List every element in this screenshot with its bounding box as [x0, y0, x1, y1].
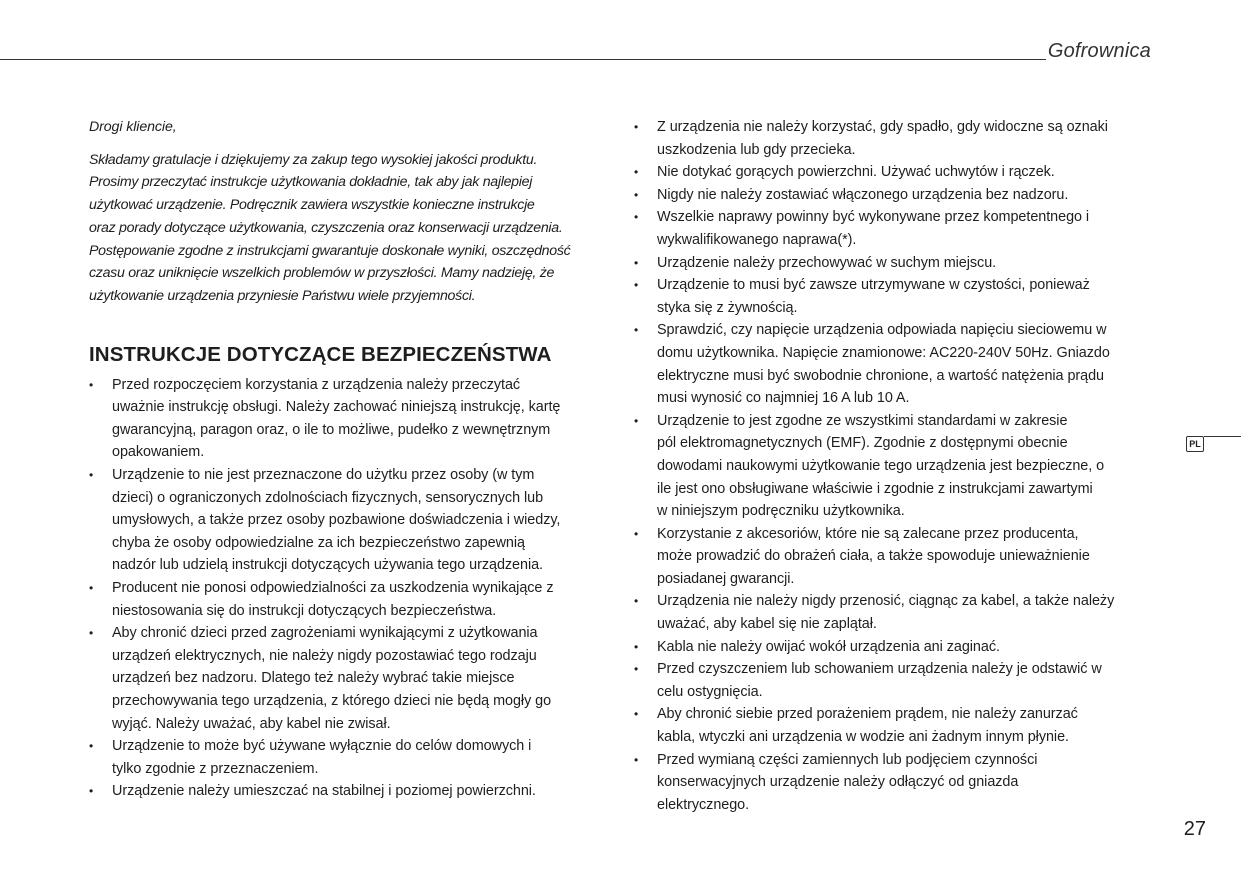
page-number: 27: [1183, 818, 1206, 840]
list-item: • Aby chronić dzieci przed zagrożeniami wynikającymi z użytkowania urządzeń elektrycznych, nie należy nigdy pozostawiać tego rodzaju urządzeń bez nadzoru. Dlatego też należy wybrać takie miejsce przechowywania tego urządzenia, z którego dzieci nie będą mogły go wyjąć. Należy uważać, aby kabel nie zwisał.: [89, 622, 609, 735]
language-tag: PL: [1186, 436, 1204, 452]
list-item: • Aby chronić siebie przed porażeniem prądem, nie należy zanurzać kabla, wtyczki ani urządzenia w wodzie ani żadnym innym płynie.: [634, 703, 1154, 748]
list-item: • Z urządzenia nie należy korzystać, gdy spadło, gdy widoczne są oznaki uszkodzenia lub gdy przecieka.: [634, 116, 1154, 161]
intro-paragraph: Składamy gratulacje i dziękujemy za zakup tego wysokiej jakości produktu. Prosimy przeczytać instrukcje użytkowania dokładnie, tak aby jak najlepiej użytkować urządzenie. Podręcznik zawiera wszystkie konieczne instrukcje oraz porady dotyczące użytkowania, czyszczenia oraz konserwacji urządzenia. Postępowanie zgodne z instrukcjami gwarantuje doskonałe wyniki, oszczędność czasu oraz uniknięcie wszelkich problemów w przyszłości. Mamy nadzieję, że użytkowanie urządzenia przyniesie Państwu wiele przyjemności.: [89, 151, 571, 304]
left-column: [89, 116, 609, 803]
safety-heading: INSTRUKCJE DOTYCZĄCE BEZPIECZEŃSTWA: [89, 342, 552, 366]
language-tab-rule: [1204, 436, 1241, 437]
safety-list-right: [634, 116, 1154, 816]
list-item: • Sprawdzić, czy napięcie urządzenia odpowiada napięciu sieciowemu w domu użytkownika. Napięcie znamionowe: AC220-240V 50Hz. Gniazdo elektryczne musi być swobodnie chronione, a wartość natężenia prądu musi wynosić co najmniej 16 A lub 10 A.: [634, 319, 1154, 409]
safety-list-left: [89, 374, 609, 803]
list-item: • Przed rozpoczęciem korzystania z urządzenia należy przeczytać uważnie instrukcję obsługi. Należy zachować niniejszą instrukcję, kartę gwarancyjną, paragon oraz, o ile to możliwe, pudełko z wewnętrznym opakowaniem.: [89, 374, 609, 464]
list-item: • Nie dotykać gorących powierzchni. Używać uchwytów i rączek.: [634, 161, 1154, 184]
list-item: • Wszelkie naprawy powinny być wykonywane przez kompetentnego i wykwalifikowanego naprawa(*).: [634, 206, 1154, 251]
list-item: • Nigdy nie należy zostawiać włączonego urządzenia bez nadzoru.: [634, 184, 1154, 207]
list-item: • Producent nie ponosi odpowiedzialności za uszkodzenia wynikające z niestosowania się do instrukcji dotyczących bezpieczeństwa.: [89, 577, 609, 622]
list-item: • Urządzenie to jest zgodne ze wszystkimi standardami w zakresie pól elektromagnetycznych (EMF). Zgodnie z dostępnymi obecnie dowodami naukowymi użytkowanie tego urządzenia jest bezpieczne, o ile jest ono obsługiwane właściwie i zgodnie z instrukcjami zawartymi w niniejszym podręczniku użytkownika.: [634, 410, 1154, 523]
list-item: • Urządzenie to może być używane wyłącznie do celów domowych i tylko zgodnie z przeznaczeniem.: [89, 735, 609, 780]
list-item: • Urządzenia nie należy nigdy przenosić, ciągnąc za kabel, a także należy uważać, aby kabel się nie zaplątał.: [634, 590, 1154, 635]
list-item: • Urządzenie to musi być zawsze utrzymywane w czystości, ponieważ styka się z żywnością.: [634, 274, 1154, 319]
header-rule: [0, 59, 1046, 60]
document-title: Gofrownica: [1047, 40, 1151, 62]
list-item: • Urządzenie należy przechowywać w suchym miejscu.: [634, 252, 1154, 275]
list-item: • Korzystanie z akcesoriów, które nie są zalecane przez producenta, może prowadzić do obrażeń ciała, a także spowoduje unieważnienie posiadanej gwarancji.: [634, 523, 1154, 591]
right-column: [634, 116, 1154, 816]
list-item: • Kabla nie należy owijać wokół urządzenia ani zaginać.: [634, 636, 1154, 659]
list-item: • Urządzenie to nie jest przeznaczone do użytku przez osoby (w tym dzieci) o ograniczonych zdolnościach fizycznych, sensorycznych lub umysłowych, a także przez osoby pozbawione doświadczenia i wiedzy, chyba że osoby odpowiedzialne za ich bezpieczeństwo zapewnią nadzór lub udzielą instrukcji dotyczących używania tego urządzenia.: [89, 464, 609, 577]
list-item: • Urządzenie należy umieszczać na stabilnej i poziomej powierzchni.: [89, 780, 609, 803]
list-item: • Przed czyszczeniem lub schowaniem urządzenia należy je odstawić w celu ostygnięcia.: [634, 658, 1154, 703]
list-item: • Przed wymianą części zamiennych lub podjęciem czynności konserwacyjnych urządzenie należy odłączyć od gniazda elektrycznego.: [634, 749, 1154, 817]
greeting: Drogi kliencie,: [89, 119, 177, 135]
